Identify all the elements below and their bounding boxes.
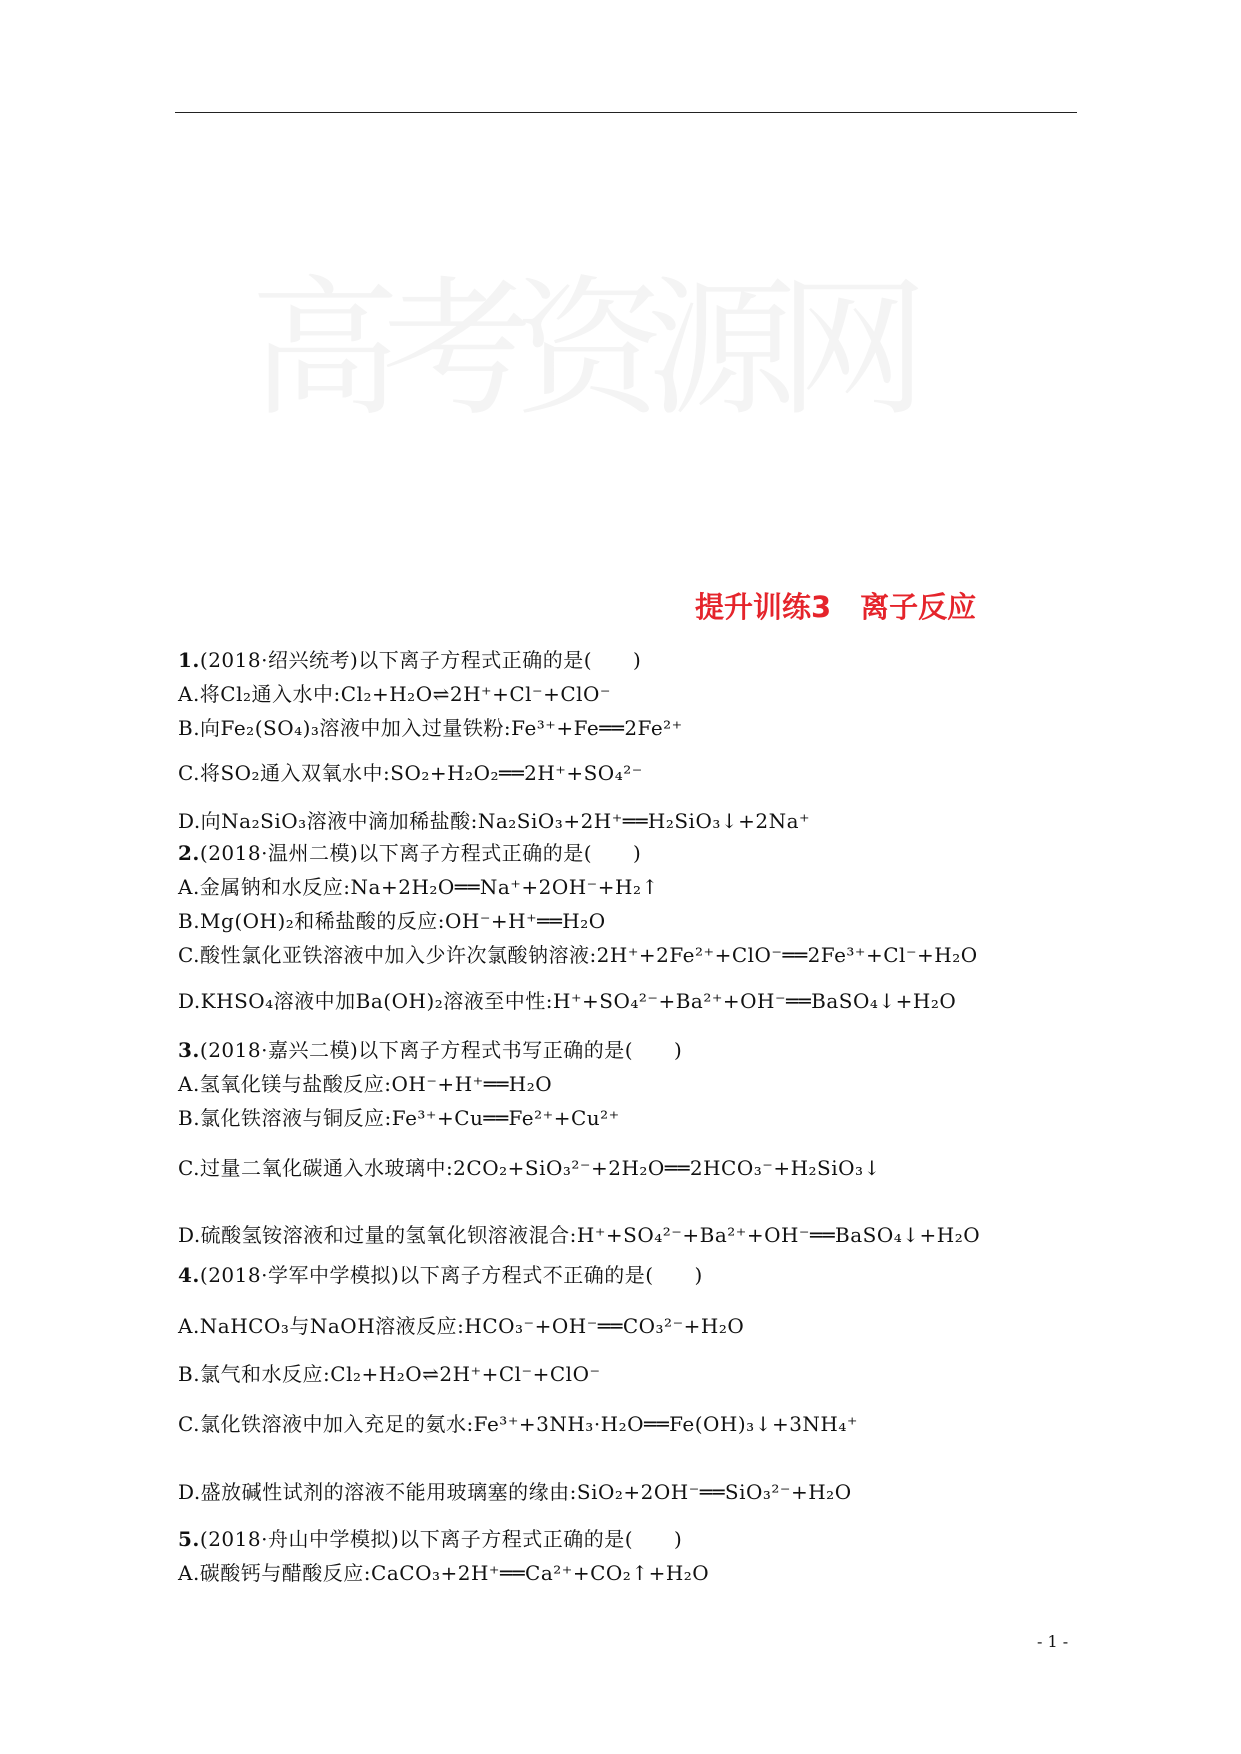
question-number: 3. xyxy=(178,1038,200,1062)
question-stem: (2018·嘉兴二模)以下离子方程式书写正确的是( ) xyxy=(199,1038,683,1062)
question-4-option-c: C.氯化铁溶液中加入充足的氨水:Fe³⁺+3NH₃·H₂O══Fe(OH)₃↓+3NH₄⁺ xyxy=(178,1412,858,1436)
question-2 xyxy=(178,841,641,865)
question-2-option-a: A.金属钠和水反应:Na+2H₂O══Na⁺+2OH⁻+H₂↑ xyxy=(178,875,659,899)
question-3-option-d: D.硫酸氢铵溶液和过量的氢氧化钡溶液混合:H⁺+SO₄²⁻+Ba²⁺+OH⁻══BaSO₄↓+H₂O xyxy=(178,1223,981,1247)
question-1-option-a: A.将Cl₂通入水中:Cl₂+H₂O⇌2H⁺+Cl⁻+ClO⁻ xyxy=(178,682,611,706)
question-5 xyxy=(178,1527,682,1551)
question-2-option-d: D.KHSO₄溶液中加Ba(OH)₂溶液至中性:H⁺+SO₄²⁻+Ba²⁺+OH⁻══BaSO₄↓+H₂O xyxy=(178,989,957,1013)
question-1 xyxy=(178,648,641,672)
question-number: 4. xyxy=(178,1263,200,1287)
question-4-option-a: A.NaHCO₃与NaOH溶液反应:HCO₃⁻+OH⁻══CO₃²⁻+H₂O xyxy=(178,1314,745,1338)
question-stem: (2018·舟山中学模拟)以下离子方程式正确的是( ) xyxy=(199,1527,683,1551)
question-stem: (2018·学军中学模拟)以下离子方程式不正确的是( ) xyxy=(199,1263,703,1287)
question-5-option-a: A.碳酸钙与醋酸反应:CaCO₃+2H⁺══Ca²⁺+CO₂↑+H₂O xyxy=(178,1561,710,1585)
page-number: - 1 - xyxy=(1037,1632,1069,1651)
question-3-option-c: C.过量二氧化碳通入水玻璃中:2CO₂+SiO₃²⁻+2H₂O══2HCO₃⁻+H₂SiO₃↓ xyxy=(178,1156,881,1180)
question-number: 5. xyxy=(178,1527,200,1551)
question-2-option-c: C.酸性氯化亚铁溶液中加入少许次氯酸钠溶液:2H⁺+2Fe²⁺+ClO⁻══2Fe³⁺+Cl⁻+H₂O xyxy=(178,943,978,967)
question-number: 2. xyxy=(178,841,200,865)
question-number: 1. xyxy=(178,648,200,672)
watermark: 高考资源网 xyxy=(250,263,911,437)
question-stem: (2018·温州二模)以下离子方程式正确的是( ) xyxy=(199,841,642,865)
question-1-option-d: D.向Na₂SiO₃溶液中滴加稀盐酸:Na₂SiO₃+2H⁺══H₂SiO₃↓+2Na⁺ xyxy=(178,809,811,833)
question-1-option-c: C.将SO₂通入双氧水中:SO₂+H₂O₂══2H⁺+SO₄²⁻ xyxy=(178,761,643,785)
question-stem: (2018·绍兴统考)以下离子方程式正确的是( ) xyxy=(199,648,642,672)
question-4-option-d: D.盛放碱性试剂的溶液不能用玻璃塞的缘由:SiO₂+2OH⁻══SiO₃²⁻+H₂O xyxy=(178,1480,852,1504)
question-2-option-b: B.Mg(OH)₂和稀盐酸的反应:OH⁻+H⁺══H₂O xyxy=(178,909,606,933)
page-title: 提升训练3 离子反应 xyxy=(695,590,977,624)
question-4 xyxy=(178,1263,703,1287)
question-3-option-a: A.氢氧化镁与盐酸反应:OH⁻+H⁺══H₂O xyxy=(178,1072,553,1096)
question-1-option-b: B.向Fe₂(SO₄)₃溶液中加入过量铁粉:Fe³⁺+Fe══2Fe²⁺ xyxy=(178,716,683,740)
question-3-option-b: B.氯化铁溶液与铜反应:Fe³⁺+Cu══Fe²⁺+Cu²⁺ xyxy=(178,1106,620,1130)
question-4-option-b: B.氯气和水反应:Cl₂+H₂O⇌2H⁺+Cl⁻+ClO⁻ xyxy=(178,1362,601,1386)
question-3 xyxy=(178,1038,682,1062)
header-rule xyxy=(175,112,1077,113)
